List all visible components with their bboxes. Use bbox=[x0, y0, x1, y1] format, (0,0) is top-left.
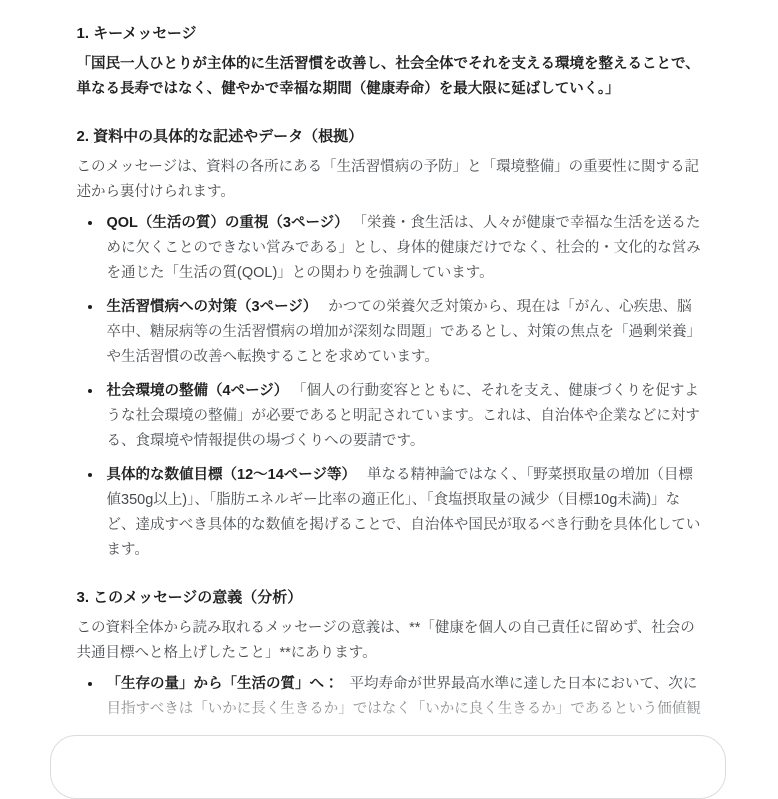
bullet-icon bbox=[88, 682, 92, 686]
evidence-intro: このメッセージは、資料の各所にある「生活習慣病の予防」と「環境整備」の重要性に関する記述から裏付けられます。 bbox=[77, 155, 702, 205]
significance-list bbox=[77, 672, 702, 722]
response-content bbox=[77, 0, 702, 722]
significance-intro: この資料全体から読み取れるメッセージの意義は、**「健康を個人の自己責任に留めず、社会の共通目標へと格上げしたこと」**にあります。 bbox=[77, 616, 702, 666]
list-item-body: 単なる精神論ではなく、「野菜摂取量の増加（目標値350g以上)」、「脂肪エネルギー比率の適正化」、「食塩摂取量の減少（目標10g未満)」など、達成すべき具体的な数値を掲げることで、自治体や国民が取るべき行動を具体化しています。 bbox=[107, 467, 701, 558]
prompt-input-box[interactable] bbox=[50, 735, 726, 799]
list-item-quality-of-life bbox=[77, 672, 702, 722]
list-item-lead: 社会環境の整備（4ページ） bbox=[107, 383, 289, 399]
list-item-body: 平均寿命が世界最高水準に達した日本において、次に目指すべきは「いかに長く生きるか」ではなく「いかに良く生きるか」であるという価値観 bbox=[107, 676, 701, 717]
list-item-lead: 生活習慣病への対策（3ページ） bbox=[107, 299, 318, 315]
list-item-lead: QOL（生活の質）の重視（3ページ） bbox=[107, 215, 349, 231]
bullet-icon bbox=[88, 305, 92, 309]
section-heading-significance: 3. このメッセージの意義（分析） bbox=[77, 585, 702, 610]
list-item-body: かつての栄養欠乏対策から、現在は「がん、心疾患、脳卒中、糖尿病等の生活習慣病の増加が深刻な問題」であるとし、対策の焦点を「過剰栄養」や生活習慣の改善へ転換することを求めています。 bbox=[107, 299, 702, 365]
list-item-body: 「個人の行動変容とともに、それを支え、健康づくりを促すような社会環境の整備」が必要であると明記されています。これは、自治体や企業などに対する、食環境や情報提供の場づくりへの要請です。 bbox=[107, 383, 700, 449]
list-item-lead: 「生存の量」から「生活の質」へ： bbox=[107, 676, 339, 692]
section-heading-key-message: 1. キーメッセージ bbox=[77, 21, 702, 46]
bullet-icon bbox=[88, 473, 92, 477]
bullet-icon bbox=[88, 221, 92, 225]
list-item-lead: 具体的な数値目標（12～14ページ等） bbox=[107, 467, 356, 483]
bullet-icon bbox=[88, 389, 92, 393]
key-message-quote: 「国民一人ひとりが主体的に生活習慣を改善し、社会全体でそれを支える環境を整えることで、単なる長寿ではなく、健やかで幸福な期間（健康寿命）を最大限に延ばしていく。」 bbox=[77, 52, 702, 102]
list-item-body: 「栄養・食生活は、人々が健康で幸福な生活を送るために欠くことのできない営みである」とし、身体的健康だけでなく、社会的・文化的な営みを通じた「生活の質(QOL)」との関わりを強調しています。 bbox=[107, 215, 701, 281]
list-item-qol bbox=[77, 211, 702, 286]
list-item-numeric-targets bbox=[77, 463, 702, 563]
list-item-social-environment bbox=[77, 379, 702, 454]
section-heading-evidence: 2. 資料中の具体的な記述やデータ（根拠） bbox=[77, 124, 702, 149]
evidence-list bbox=[77, 211, 702, 563]
list-item-lifestyle-disease bbox=[77, 295, 702, 370]
